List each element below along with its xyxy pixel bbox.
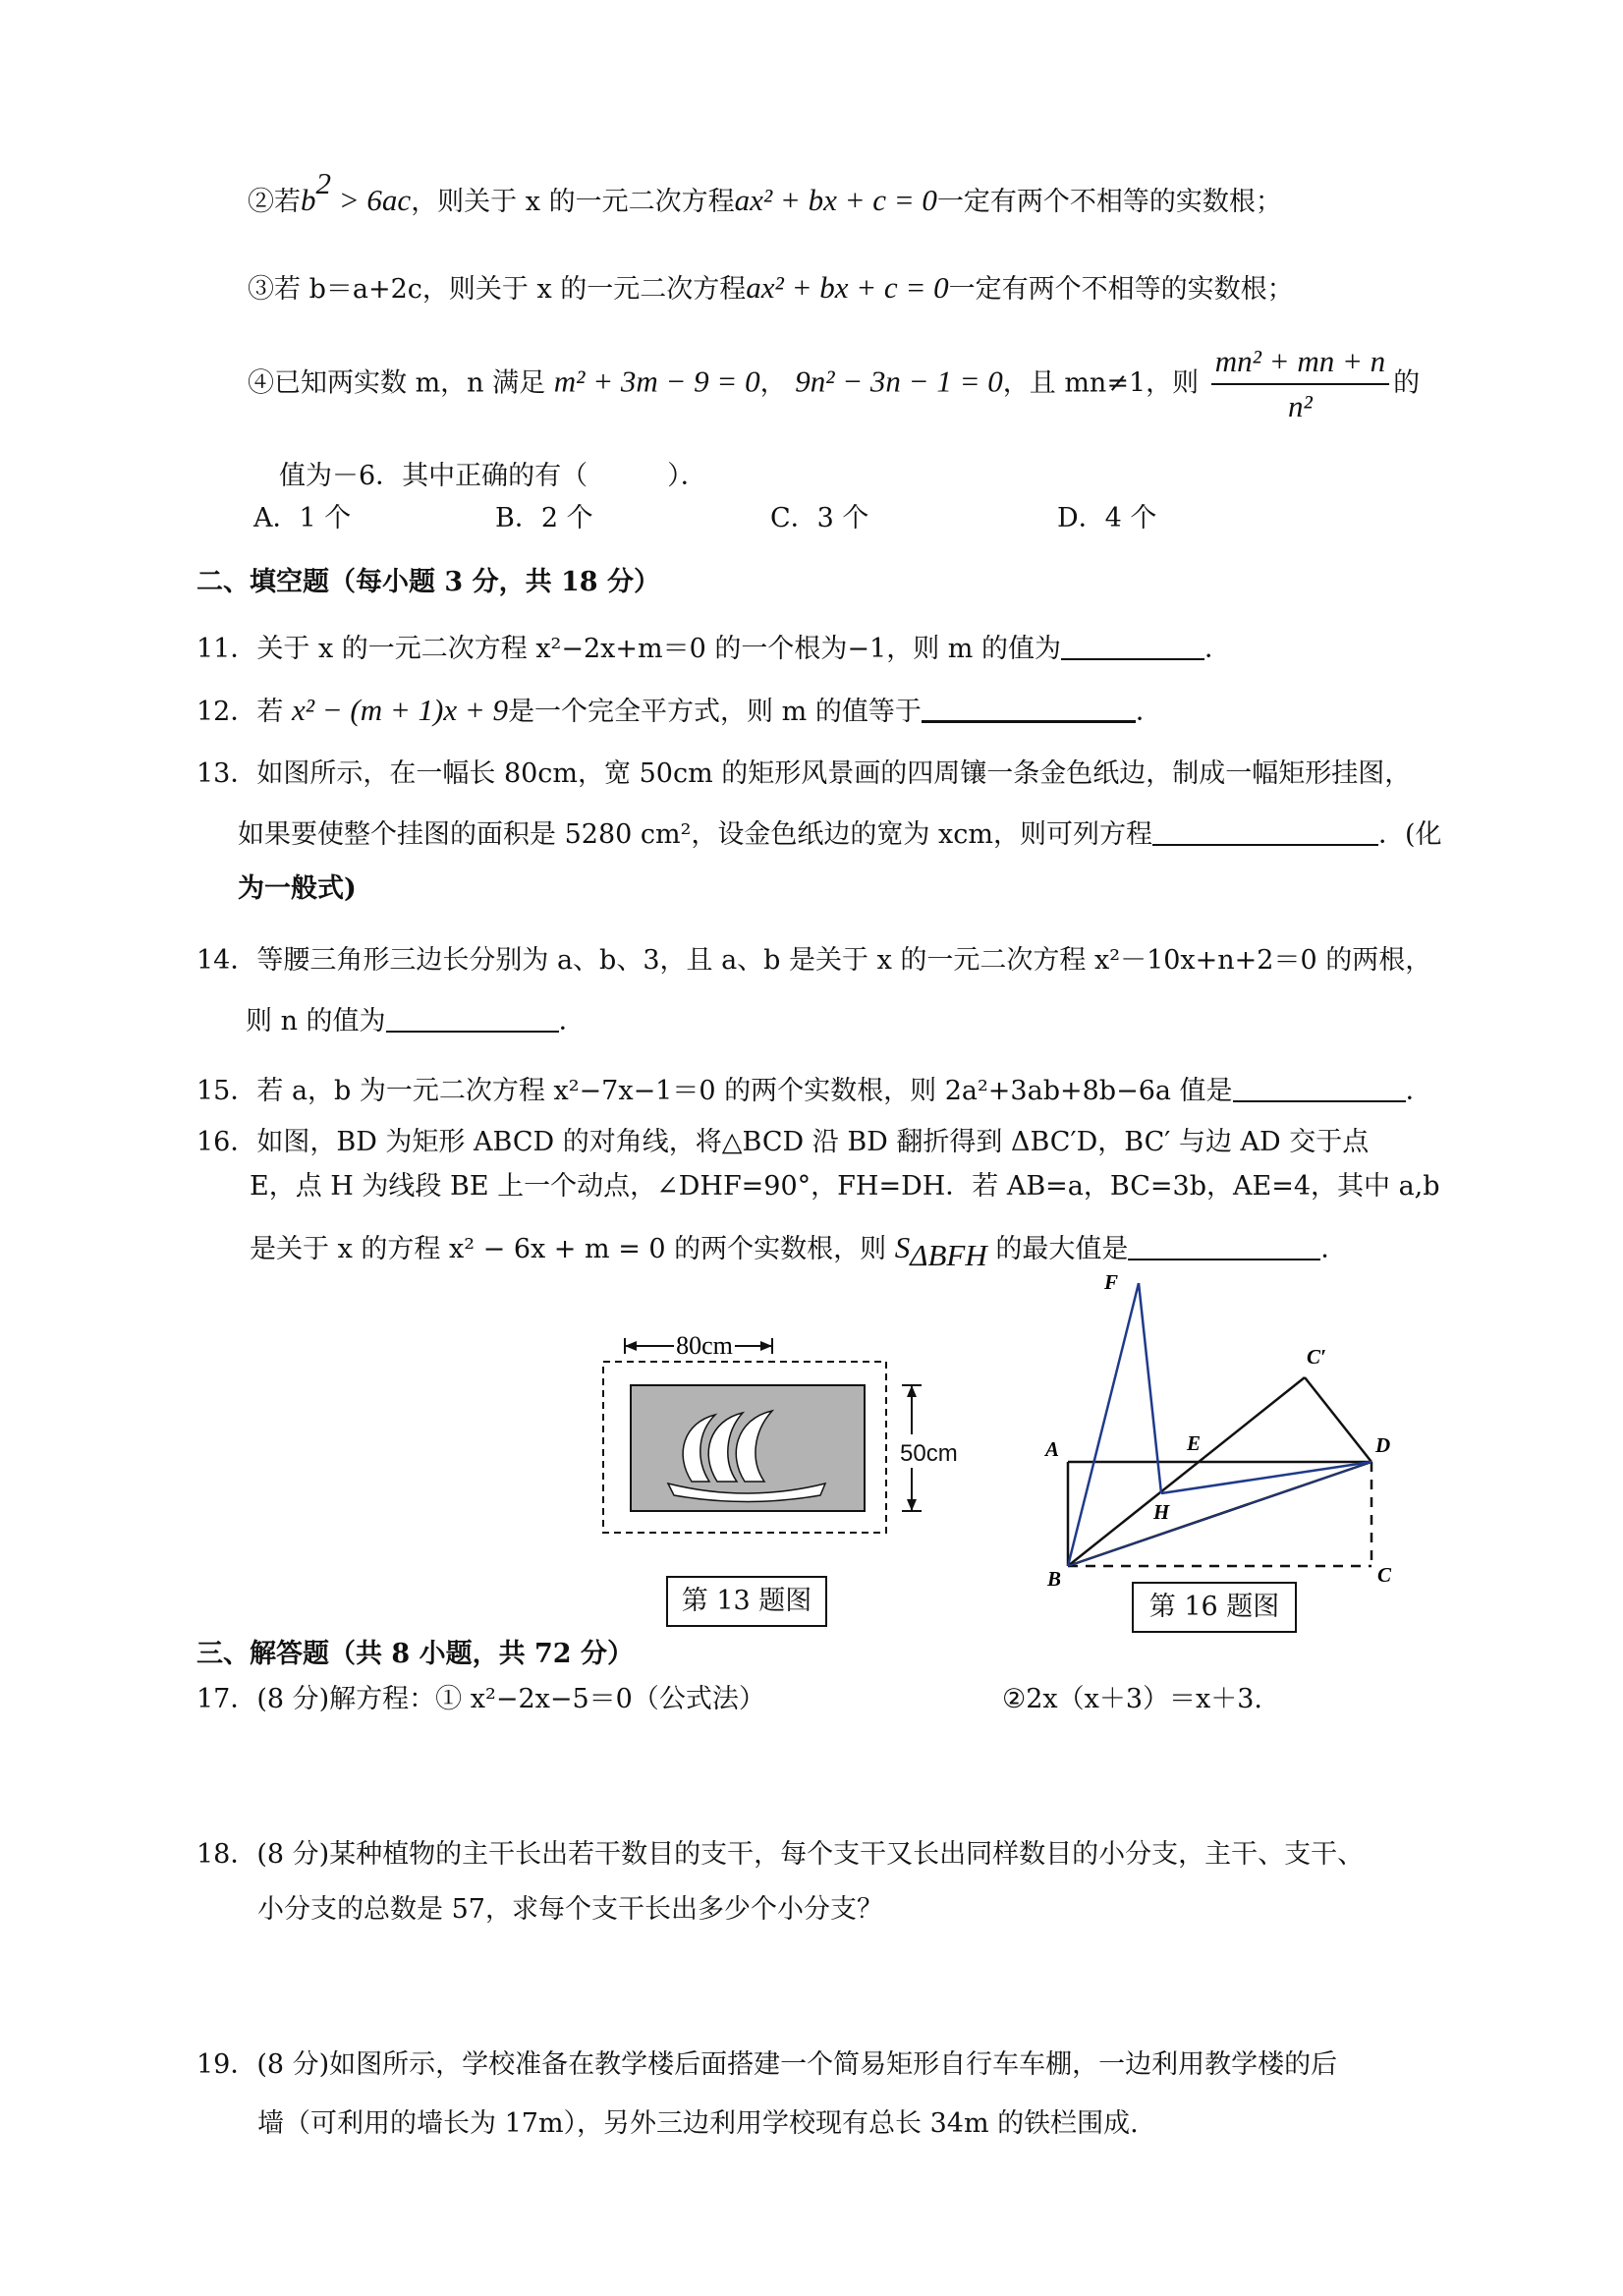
label-c-prime: C′ (1307, 1345, 1326, 1369)
label-e: E (1187, 1431, 1202, 1455)
section-3-heading: 三、解答题（共 8 小题，共 72 分） (196, 1639, 634, 1669)
segment-bd-blue (1068, 1462, 1371, 1566)
figure-13-caption: 第 13 题图 (666, 1576, 827, 1627)
figure-16 (1041, 1273, 1415, 1597)
option-b: B．2 个 (495, 503, 593, 533)
question-15: 15．若 a，b 为一元二次方程 x²−7x−1＝0 的两个实数根，则 2a²+3ab+8b−6a 值是 ． (196, 1076, 1432, 1106)
arrow-right-icon (760, 1341, 772, 1351)
label-d: D (1375, 1433, 1391, 1457)
question-13-line-3: 为一般式) (238, 873, 357, 904)
fraction: $\frac{\text{mn² + mn + n}}{\text{n²}}$ (1211, 344, 1389, 424)
label-a: A (1045, 1437, 1060, 1461)
question-17-part-2: ②2x（x＋3）＝x＋3. (1002, 1684, 1263, 1714)
question-18-line-1: 18．(8 分)某种植物的主干长出若干数目的支干，每个支干又长出同样数目的小分支，主干、支干、 (196, 1839, 1365, 1870)
label-b: B (1047, 1567, 1062, 1591)
question-13-line-2: 如果要使整个挂图的面积是 5280 cm²，设金色纸边的宽为 xcm，则可列方程 ．(化 (238, 819, 1442, 850)
option-d: D．4 个 (1057, 503, 1157, 533)
question-12: 12．若 x² − (m + 1)x + 9是一个完全平方式，则 m 的值等于 ． (196, 693, 1162, 727)
q10-statement-3: ③若 b＝a+2c，则关于 x 的一元二次方程ax² + bx + c = 0一定有两个不相等的实数根； (248, 270, 1294, 305)
question-14-line-1: 14．等腰三角形三边长分别为 a、b、3，且 a、b 是关于 x 的一元二次方程 x²－10x+n+2＝0 的两根， (196, 945, 1432, 976)
question-19-line-1: 19．(8 分)如图所示，学校准备在教学楼后面搭建一个简易矩形自行车车棚，一边利用教学楼的后 (196, 2049, 1338, 2080)
segment-bf (1068, 1283, 1139, 1566)
q10-statement-2: ②若$b^2 > 6ac$，则关于 x 的一元二次方程ax² + bx + c = 0一定有两个不相等的实数根； (248, 165, 1282, 217)
arrow-down-icon (907, 1499, 917, 1511)
question-17-part-1: 17．(8 分)解方程：① x²−2x−5＝0（公式法） (196, 1684, 765, 1714)
width-label: 80cm (676, 1331, 733, 1360)
arrow-up-icon (907, 1385, 917, 1397)
label-h: H (1153, 1500, 1170, 1524)
side-c-prime-d (1305, 1377, 1371, 1462)
question-13-line-1: 13．如图所示，在一幅长 80cm，宽 50cm 的矩形风景画的四周镶一条金色纸边，制成一幅矩形挂图， (196, 758, 1412, 789)
height-label: 50cm (900, 1440, 958, 1467)
question-16-line-1: 16．如图，BD 为矩形 ABCD 的对角线，将△BCD 沿 BD 翻折得到 ΔBC′D，BC′ 与边 AD 交于点 (196, 1127, 1370, 1157)
q10-statement-4-cont: 值为－6．其中正确的有（ ）． (279, 461, 707, 491)
figure-13 (589, 1316, 943, 1552)
question-16-line-3: 是关于 x 的方程 x² − 6x + m = 0 的两个实数根，则 $S_{\Delta BFH}$ 的最大值是 ． (250, 1230, 1348, 1272)
question-16-line-2: E，点 H 为线段 BE 上一个动点，∠DHF=90°，FH=DH．若 AB=a，BC=3b，AE=4，其中 a,b (250, 1171, 1440, 1202)
option-a: A．1 个 (253, 503, 352, 533)
arrow-left-icon (625, 1341, 637, 1351)
figure-16-caption: 第 16 题图 (1132, 1582, 1297, 1633)
question-14-line-2: 则 n 的值为 ． (246, 1006, 586, 1036)
q10-statement-4: ④已知两实数 m，n 满足 m² + 3m − 9 = 0， 9n² − 3n − 1 = 0，且 mn≠1，则 $\frac{\text{mn² + mn + n}}{\text{n²}}$ 的 (248, 344, 1421, 423)
label-f: F (1104, 1273, 1119, 1294)
side-bc-prime (1068, 1377, 1305, 1566)
section-2-heading: 二、填空题（每小题 3 分，共 18 分） (196, 567, 660, 597)
question-19-line-2: 墙（可利用的墙长为 17m），另外三边利用学校现有总长 34m 的铁栏围成. (257, 2108, 1139, 2139)
question-11: 11．关于 x 的一元二次方程 x²−2x+m＝0 的一个根为−1，则 m 的值为 ． (196, 634, 1231, 664)
label-c: C (1377, 1563, 1392, 1587)
option-c: C．3 个 (770, 503, 869, 533)
question-18-line-2: 小分支的总数是 57，求每个支干长出多少个小分支？ (257, 1894, 883, 1925)
